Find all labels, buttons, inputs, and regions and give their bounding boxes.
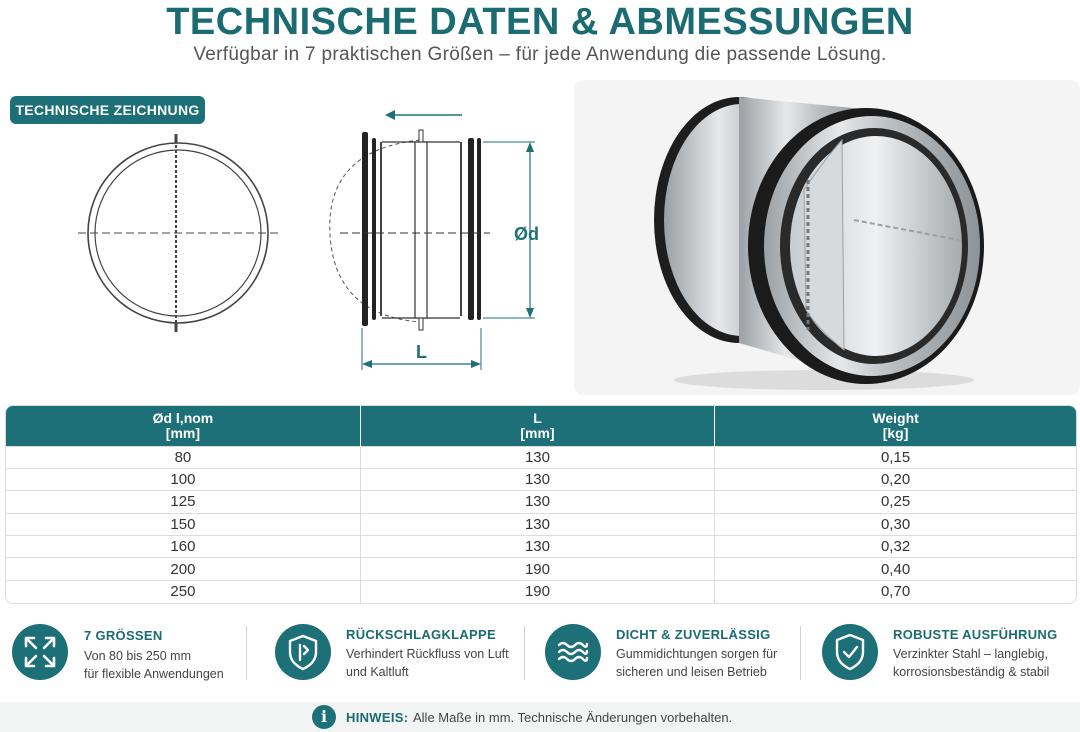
feature-divider (246, 626, 247, 680)
table-row (6, 558, 1076, 580)
feature-title: RÜCKSCHLAGKLAPPE (346, 627, 496, 642)
features-bar (0, 612, 1080, 694)
feature-text-line: Gummidichtungen sorgen für (616, 647, 778, 661)
feature-robust (822, 612, 1072, 694)
cell-diameter: 250 (6, 580, 360, 602)
expand-arrows-icon (12, 624, 68, 680)
page-subtitle: Verfügbar in 7 praktischen Größen – für jede Anwendung die passende Lösung. (193, 44, 887, 65)
header-diameter: Ød l,nom [mm] (6, 406, 360, 446)
hint-label: HINWEIS: (346, 710, 409, 725)
table-row (6, 468, 1076, 490)
shield-valve-icon (275, 624, 331, 680)
feature-check-valve (275, 612, 520, 694)
hint-bar (0, 702, 1080, 732)
header-length: L [mm] (360, 406, 714, 446)
feature-divider (800, 626, 801, 680)
cell-diameter: 150 (6, 513, 360, 535)
technical-drawing-badge: TECHNISCHE ZEICHNUNG (10, 96, 205, 124)
table-row (6, 491, 1076, 513)
cell-diameter: 160 (6, 536, 360, 558)
cell-weight: 0,40 (715, 558, 1076, 580)
shield-check-icon (822, 624, 878, 680)
cell-length: 130 (360, 468, 714, 490)
hint-text: Alle Maße in mm. Technische Änderungen vorbehalten. (413, 710, 733, 725)
feature-title: ROBUSTE AUSFÜHRUNG (893, 627, 1058, 642)
cell-weight: 0,20 (715, 468, 1076, 490)
cell-weight: 0,15 (715, 446, 1076, 468)
dimension-length-label: L (416, 342, 427, 362)
feature-text-line: Von 80 bis 250 mm (84, 649, 192, 663)
table-row (6, 536, 1076, 558)
feature-text-line: Verzinkter Stahl – langlebig, (893, 647, 1048, 661)
cell-weight: 0,30 (715, 513, 1076, 535)
cell-diameter: 100 (6, 468, 360, 490)
product-photo (574, 80, 1080, 395)
header-weight: Weight [kg] (715, 406, 1076, 446)
cell-length: 130 (360, 491, 714, 513)
product-illustration (574, 80, 1080, 395)
cell-diameter: 200 (6, 558, 360, 580)
waves-icon (545, 624, 601, 680)
feature-sizes (12, 612, 242, 694)
feature-text-line: für flexible Anwendungen (84, 667, 224, 681)
front-view-circle (78, 134, 278, 332)
feature-text-line: korrosionsbeständig & stabil (893, 665, 1050, 679)
cell-diameter: 80 (6, 446, 360, 468)
table-row (6, 446, 1076, 468)
cell-length: 190 (360, 558, 714, 580)
feature-divider (524, 626, 525, 680)
side-view (330, 110, 535, 370)
technical-drawing (0, 80, 565, 395)
dimensions-table (5, 405, 1077, 604)
cell-weight: 0,32 (715, 536, 1076, 558)
info-icon: i (312, 705, 336, 729)
table-header-row (6, 406, 1076, 446)
page-title: TECHNISCHE DATEN & ABMESSUNGEN (166, 1, 914, 43)
feature-text-line: Verhindert Rückfluss von Luft (346, 647, 509, 661)
cell-length: 130 (360, 536, 714, 558)
cell-length: 190 (360, 580, 714, 602)
feature-text-line: und Kaltluft (346, 665, 409, 679)
feature-sealed (545, 612, 795, 694)
dimension-diameter-label: Ød (514, 224, 539, 244)
feature-title: 7 GRÖSSEN (84, 628, 163, 643)
cell-diameter: 125 (6, 491, 360, 513)
cell-weight: 0,70 (715, 580, 1076, 602)
table-row (6, 513, 1076, 535)
feature-text-line: sicheren und leisen Betrieb (616, 665, 767, 679)
table-row (6, 580, 1076, 602)
cell-length: 130 (360, 446, 714, 468)
cell-length: 130 (360, 513, 714, 535)
feature-title: DICHT & ZUVERLÄSSIG (616, 627, 771, 642)
cell-weight: 0,25 (715, 491, 1076, 513)
